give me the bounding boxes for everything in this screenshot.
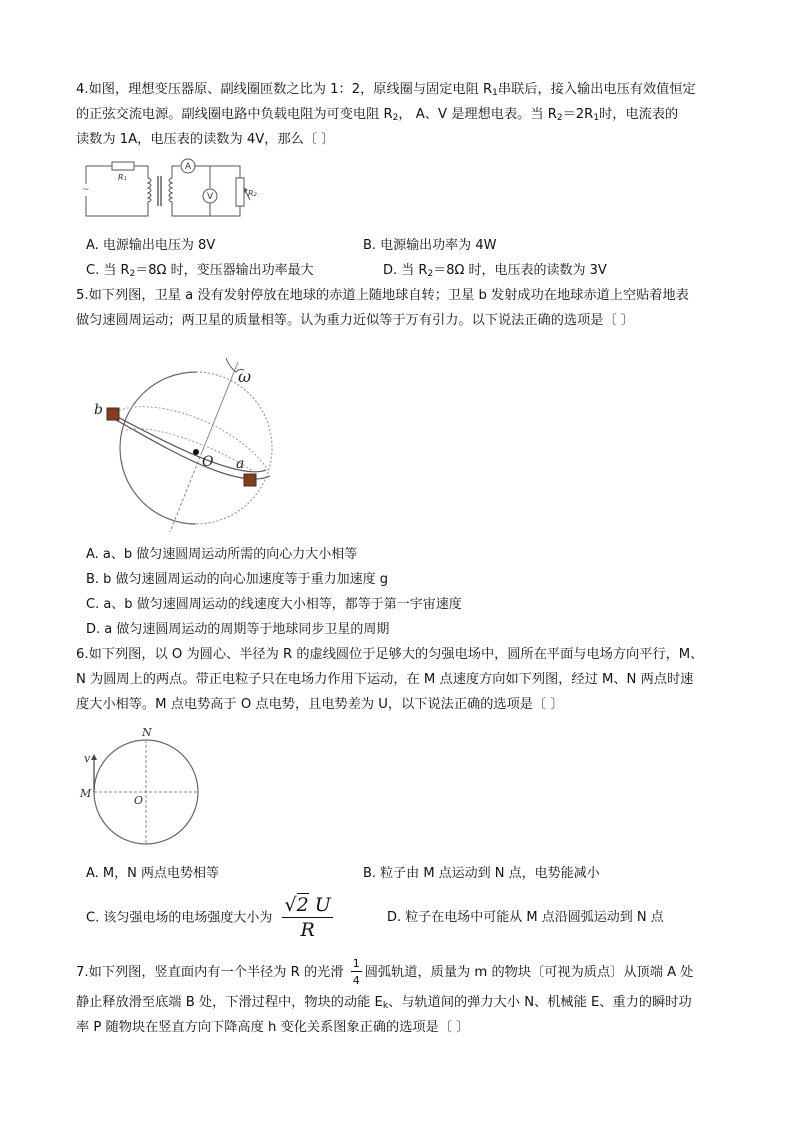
earth-satellite-figure: [86, 352, 286, 537]
q7-stem-line3: 率 P 随物块在竖直方向下降高度 h 变化关系图象正确的选项是〔 〕: [76, 1020, 470, 1035]
q5-stem-line2: 做匀速圆周运动；两卫星的质量相等。认为重力近似等于万有引力。以下说法正确的选项是〔 〕: [76, 313, 635, 328]
q5-stem-line1: 5.如下列图，卫星 a 没有发射停放在地球的赤道上随地球自转；卫星 b 发射成功在地球赤道上空贴着地表: [76, 288, 689, 303]
q4-option-a: A. 电源输出电压为 8V: [86, 238, 216, 253]
q6-option-b: B. 粒子由 M 点运动到 N 点，电势能减小: [363, 866, 600, 881]
fig-label-n: N: [142, 726, 152, 739]
q6-stem-line3: 度大小相等。M 点电势高于 O 点电势，且电势差为 U，以下说法正确的选项是〔 〕: [76, 697, 564, 712]
q5-option-d: D. a 做匀速圆周运动的周期等于地球同步卫星的周期: [86, 622, 390, 637]
fig-label-v: v: [84, 752, 91, 765]
q5-option-b: B. b 做匀速圆周运动的向心加速度等于重力加速度 g: [86, 572, 388, 587]
q7-stem-line1: 7.如下列图，竖直面内有一个半径为 R 的光滑 $\frac{1}{4}$ 圆弧轨道，质量为 m 的物块〔可视为质点〕从顶端 A 处: [76, 957, 694, 987]
q7-fraction: $\frac{1}{4}$: [352, 957, 360, 987]
q6-option-c-fraction: $\frac{√2 U}{R}$: [284, 894, 331, 941]
circle-field-figure: [78, 726, 208, 848]
q6-stem-line2: N 为圆周上的两点。带正电粒子只在电场力作用下运动，在 M 点速度方向如下列图，经过 M、N 两点时速: [76, 672, 694, 687]
q6-option-d: D. 粒子在电场中可能从 M 点沿圆弧运动到 N 点: [387, 910, 664, 925]
fig-label-r2: R₂: [248, 189, 257, 198]
fig-label-o: O: [134, 794, 144, 807]
fig-label-o: O: [202, 454, 214, 470]
fig-label-voltmeter: V: [207, 192, 214, 202]
q4-option-b: B. 电源输出功率为 4W: [363, 238, 497, 253]
q4-option-d: D. 当 $R_2=8\Omega$ 时，电压表的读数为 3V: [383, 263, 607, 279]
q5-option-a: A. a、b 做匀速圆周运动所需的向心力大小相等: [86, 547, 358, 562]
q4-stem-line2: 的正弦交流电源。副线圈电路中负载电阻为可变电阻 $R_2$， A、V 是理想电表。当 $R_2=2R_1$时，电流表的: [76, 107, 679, 123]
fig-label-omega: ω: [238, 367, 252, 386]
fig-label-b: b: [94, 402, 103, 418]
fig-label-r1: R₁: [118, 173, 127, 182]
q6-option-c: C. 该匀强电场的电场强度大小为 $\frac{√2 U}{R}$: [86, 894, 331, 941]
q6-stem-line1: 6.如下列图，以 O 为圆心、半径为 R 的虚线圆位于足够大的匀强电场中，圆所在平面与电场方向平行，M、: [76, 647, 704, 662]
fig-label-ammeter: A: [185, 162, 192, 172]
q6-option-a: A. M，N 两点电势相等: [86, 866, 220, 881]
transformer-circuit-figure: [78, 158, 270, 222]
q7-stem-line2: 静止释放滑至底端 B 处，下滑过程中，物块的动能 $E_k$、与轨道间的弹力大小 N、机械能 E、重力的瞬时功: [76, 995, 692, 1011]
q4-stem-line3: 读数为 1A，电压表的读数为 4V，那么〔 〕: [76, 132, 335, 147]
q4-option-c: C. 当 $R_2=8\Omega$ 时，变压器输出功率最大: [86, 263, 314, 279]
svg-text:~: ~: [82, 185, 90, 195]
q5-option-c: C. a、b 做匀速圆周运动的线速度大小相等，都等于第一宇宙速度: [86, 597, 462, 612]
fig-label-m: M: [80, 787, 92, 800]
fig-label-a: a: [236, 456, 245, 472]
q4-stem-line1: 4.如图，理想变压器原、副线圈匝数之比为 1：2，原线圈与固定电阻 $R_1$串联后，接入输出电压有效值恒定: [76, 82, 696, 98]
